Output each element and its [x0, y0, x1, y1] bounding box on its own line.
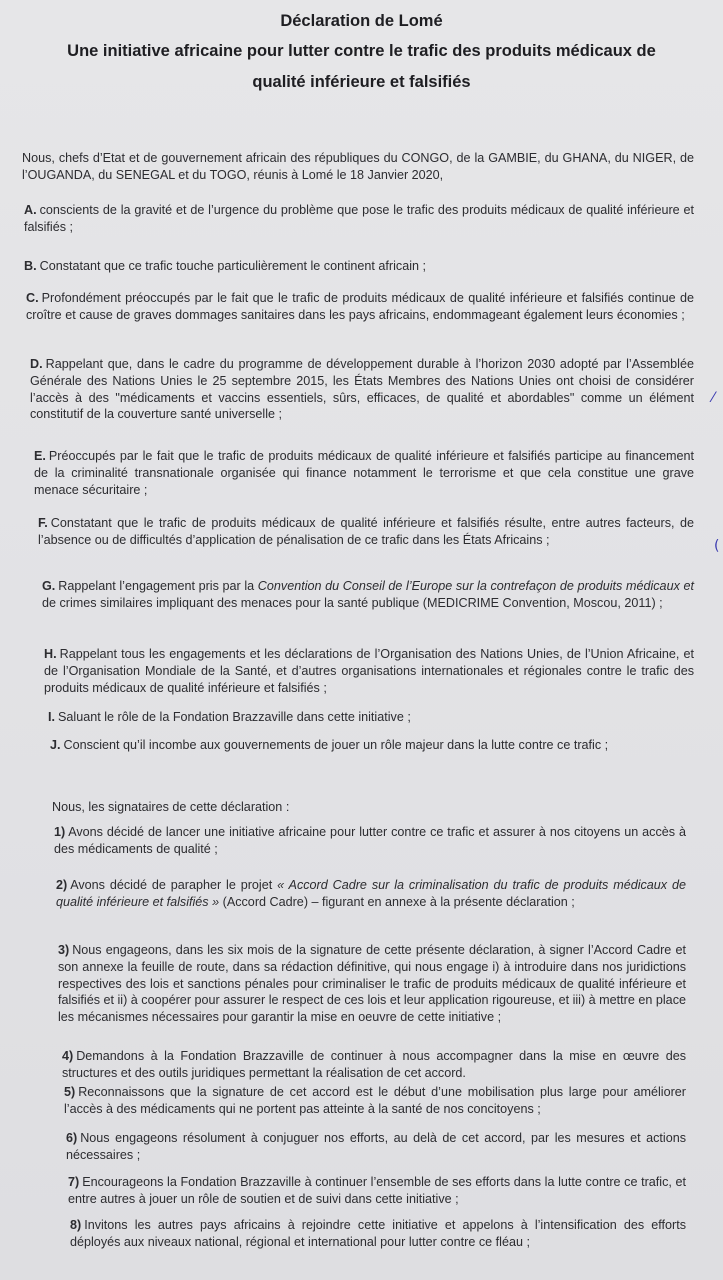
preamble-text: Rappelant que, dans le cadre du programme de développement durable à l’horizon 2030 adopté par l’Assemblée Générale des Nations Unies le 25 septembre 2015, les États Membres des Nations Unies ont choisi de considérer l’accès à des "médicaments et vaccins essentiels, sûrs, efficaces, de qualité et abordables" comme un élément constitutif de la couverture santé universelle ; [30, 357, 694, 422]
preamble-item-h [44, 646, 694, 696]
preamble-item-g [42, 578, 694, 612]
ink-mark: ( [714, 538, 720, 554]
preamble-text: Profondément préoccupés par le fait que le trafic de produits médicaux de qualité inférieure et falsifiés continue de croître et cause de graves dommages sanitaires dans les pays africains, endommageant également leurs économies ; [26, 291, 694, 322]
preamble-text-after: de crimes similaires impliquant des menaces pour la santé publique (MEDICRIME Convention, Moscou, 2011) ; [42, 595, 663, 610]
commitment-text: Nous engageons, dans les six mois de la signature de cette présente déclaration, à signer l’Accord Cadre et son annexe la feuille de route, dans sa rédaction définitive, qui nous engage i) à introduire dans nos juridictions respectives des lois et sanctions pénales pour criminaliser le trafic de produits médicaux de qualité inférieure et falsifiés et ii) à coopérer pour assurer le respect de ces lois et leur application rigoureuse, et iii) à mettre en place les mécanismes nécessaires pour garantir la mise en oeuvre de cette initiative ; [58, 943, 686, 1025]
commitment-2 [56, 877, 686, 911]
preamble-item-e [34, 448, 694, 498]
preamble-text: conscients de la gravité et de l’urgence du problème que pose le trafic des produits médicaux de qualité inférieure et falsifiés ; [24, 203, 694, 234]
commitment-7 [68, 1174, 686, 1208]
preamble-text: Constatant que le trafic de produits médicaux de qualité inférieure et falsifiés résulte, entre autres facteurs, de l’absence ou de difficultés d’application de pénalisation de ce trafic dans les États Africains ; [38, 516, 694, 547]
commitment-label: 2) [56, 878, 68, 892]
commitment-text: Invitons les autres pays africains à rejoindre cette initiative et appelons à l’intensification des efforts déployés aux niveaux national, régional et international pour lutter contre ce fléau ; [70, 1218, 686, 1249]
commitment-text-after: (Accord Cadre) – figurant en annexe à la présente déclaration ; [219, 894, 575, 909]
commitment-4 [62, 1048, 686, 1082]
preamble-item-b [24, 258, 694, 275]
preamble-text-before: Rappelant l’engagement pris par la [58, 579, 258, 593]
commitment-text: Avons décidé de lancer une initiative africaine pour lutter contre ce trafic et assurer à nos citoyens un accès à des médicaments de qualité ; [54, 825, 686, 856]
preamble-label: G. [42, 579, 56, 593]
preamble-label: B. [24, 259, 37, 273]
preamble-item-a [24, 202, 694, 236]
commitment-6 [66, 1130, 686, 1164]
commitment-text-before: Avons décidé de parapher le projet [70, 878, 278, 892]
commitment-label: 1) [54, 825, 66, 839]
preamble-label: C. [26, 291, 39, 305]
preamble-text: Saluant le rôle de la Fondation Brazzaville dans cette initiative ; [58, 710, 411, 724]
commitment-label: 7) [68, 1175, 80, 1189]
preamble-label: H. [44, 647, 57, 661]
signatories-heading: Nous, les signataires de cette déclaration : [52, 800, 290, 814]
commitment-label: 4) [62, 1049, 74, 1063]
preamble-text: Rappelant tous les engagements et les déclarations de l’Organisation des Nations Unies, de l’Union Africaine, et de l’Organisation Mondiale de la Santé, et d’autres organisations internationales et régionales contre le trafic des produits médicaux de qualité inférieure et falsifiés ; [44, 647, 694, 695]
preamble-text: Conscient qu’il incombe aux gouvernements de jouer un rôle majeur dans la lutte contre ce trafic ; [63, 738, 609, 752]
commitment-text: Nous engageons résolument à conjuguer nos efforts, au delà de cet accord, par les mesures et actions nécessaires ; [66, 1131, 686, 1162]
commitment-label: 8) [70, 1218, 82, 1232]
document-subtitle-line-2: qualité inférieure et falsifiés [252, 73, 471, 91]
preamble-item-j [50, 737, 694, 754]
preamble-item-d [30, 356, 694, 423]
commitment-label: 3) [58, 943, 70, 957]
commitment-3 [58, 942, 686, 1026]
intro-paragraph: Nous, chefs d’Etat et de gouvernement africain des républiques du CONGO, de la GAMBIE, du GHANA, du NIGER, de l’OUGANDA, du SENEGAL et du TOGO, réunis à Lomé le 18 Janvier 2020, [22, 151, 694, 182]
preamble-item-c [26, 290, 694, 324]
commitment-1 [54, 824, 686, 858]
commitment-label: 6) [66, 1131, 78, 1145]
commitment-text: Reconnaissons que la signature de cet accord est le début d’une mobilisation plus large pour améliorer l’accès à des médicaments qui ne portent pas atteinte à la santé de nos concitoyens ; [64, 1085, 686, 1116]
document-subtitle-line-1: Une initiative africaine pour lutter contre le trafic des produits médicaux de [67, 42, 656, 60]
commitment-label: 5) [64, 1085, 76, 1099]
commitment-5 [64, 1084, 686, 1118]
preamble-label: F. [38, 516, 48, 530]
preamble-label: A. [24, 203, 37, 217]
commitment-text: Encourageons la Fondation Brazzaville à continuer l’ensemble de ses efforts dans la lutte contre ce trafic, et entre autres à jouer un rôle de soutien et de suivi dans cette initiative ; [68, 1175, 686, 1206]
preamble-item-i [48, 709, 694, 726]
commitment-text-italic: « Accord Cadre sur la criminalisation du trafic de produits médicaux de qualité inférieure et falsifiés » [56, 878, 686, 909]
preamble-text: Préoccupés par le fait que le trafic de produits médicaux de qualité inférieure et falsifiés participe au financement de la criminalité transnationale organisée qui finance notamment le terrorisme et que cela constitue une grave menace sécuritaire ; [34, 449, 694, 497]
preamble-label: I. [48, 710, 55, 724]
preamble-text-italic: Convention du Conseil de l’Europe sur la contrefaçon de produits médicaux et [257, 579, 695, 593]
preamble-item-f [38, 515, 694, 549]
preamble-label: J. [50, 738, 61, 752]
commitment-text: Demandons à la Fondation Brazzaville de continuer à nous accompagner dans la mise en œuvre des structures et des outils juridiques permettant la réalisation de cet accord. [62, 1049, 686, 1080]
document-title: Déclaration de Lomé [280, 12, 443, 30]
commitment-8 [70, 1217, 686, 1251]
ink-mark: ⁄ [712, 390, 715, 406]
preamble-label: D. [30, 357, 43, 371]
preamble-label: E. [34, 449, 46, 463]
preamble-text: Constatant que ce trafic touche particulièrement le continent africain ; [39, 259, 427, 273]
